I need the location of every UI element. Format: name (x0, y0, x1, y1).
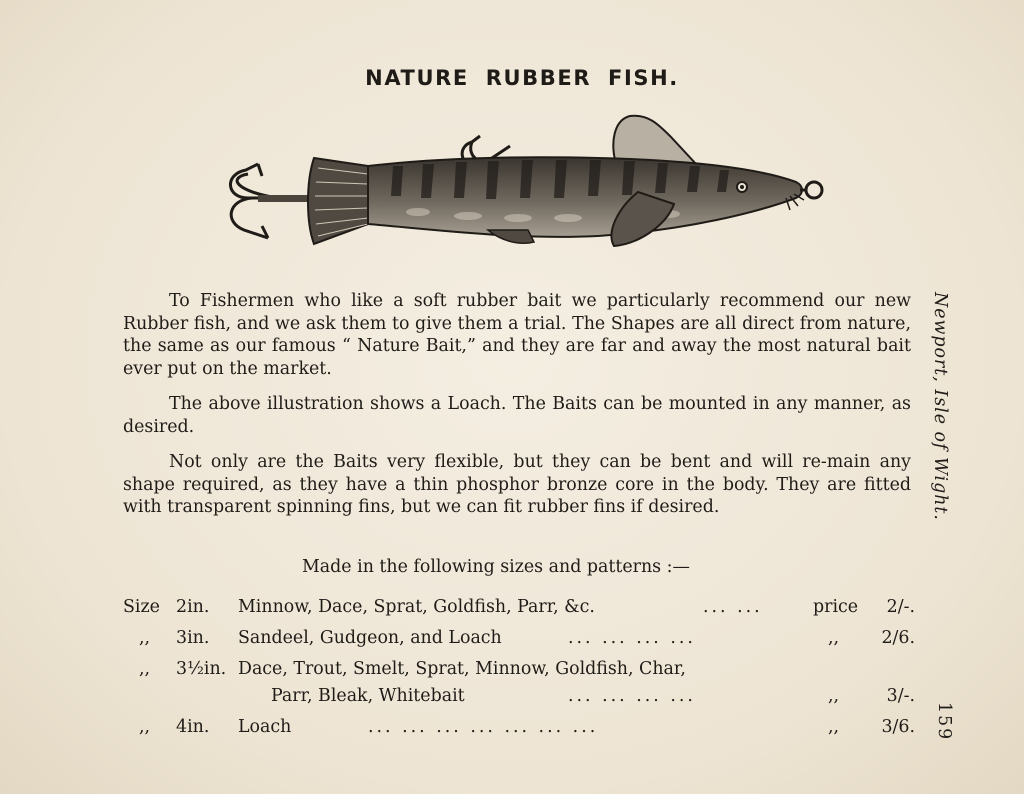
patterns: Sandeel, Gudgeon, and Loach (238, 628, 502, 648)
size-value: 3in. (176, 628, 210, 648)
size-row-3in (123, 628, 915, 659)
price-label: price (813, 597, 859, 617)
price-ditto-mark: ,, (828, 686, 840, 706)
spinning-fin (613, 116, 696, 164)
price: 3/-. (886, 686, 915, 706)
page-title: NATURE RUBBER FISH. (365, 66, 679, 90)
size-row-3-5in (123, 659, 915, 717)
size-value: 2in. (176, 597, 210, 617)
hook-shank (258, 195, 314, 202)
paragraph-3: Not only are the Baits very flexible, but they can be bent and will re-main any shape required, as they have a thin phosphor bronze core in the body. They are fitted with transparent spinning fins, but we can fit rubber fins if desired. (123, 452, 911, 517)
size-row-2in (123, 597, 915, 628)
nose-ring-icon (806, 182, 822, 198)
sizes-intro: Made in the following sizes and patterns :— (302, 557, 690, 577)
leader-dots: ... ... (703, 597, 763, 617)
ditto-mark: ,, (139, 628, 151, 648)
price: 2/-. (886, 597, 915, 617)
price: 3/6. (881, 717, 915, 737)
size-row-4in (123, 717, 915, 748)
size-label: Size (123, 597, 160, 617)
size-value: 4in. (176, 717, 210, 737)
publisher-location: Newport, Isle of Wight. (930, 292, 950, 521)
ditto-mark: ,, (139, 717, 151, 737)
loach-rubber-fish-bait-illustration (218, 112, 826, 252)
description-text (123, 290, 911, 532)
size-value: 3½in. (176, 659, 227, 679)
ventral-fin (488, 230, 534, 243)
paragraph-2: The above illustration shows a Loach. The Baits can be mounted in any manner, as desired. (123, 394, 911, 437)
patterns: Dace, Trout, Smelt, Sprat, Minnow, Goldfish, Char, (238, 659, 686, 679)
paragraph-1: To Fishermen who like a soft rubber bait we particularly recommend our new Rubber fish, and we ask them to give them a trial. The Shapes are all direct from nature, the same as our famous “ Nature Bait,” and they are far and away the most natural bait ever put on the market. (123, 291, 911, 379)
ditto-mark: ,, (139, 659, 151, 679)
patterns: Loach (238, 717, 292, 737)
pupil (740, 185, 744, 189)
price-ditto-mark: ,, (828, 717, 840, 737)
leader-dots: ... ... ... ... (568, 628, 696, 648)
sizes-price-list (123, 597, 915, 748)
leader-dots: ... ... ... ... (568, 686, 696, 706)
patterns-continued: Parr, Bleak, Whitebait (271, 686, 465, 706)
leader-dots: ... ... ... ... ... ... ... (368, 717, 599, 737)
price: 2/6. (881, 628, 915, 648)
price-ditto-mark: ,, (828, 628, 840, 648)
patterns: Minnow, Dace, Sprat, Goldfish, Parr, &c. (238, 597, 595, 617)
page-number: 159 (934, 702, 954, 742)
